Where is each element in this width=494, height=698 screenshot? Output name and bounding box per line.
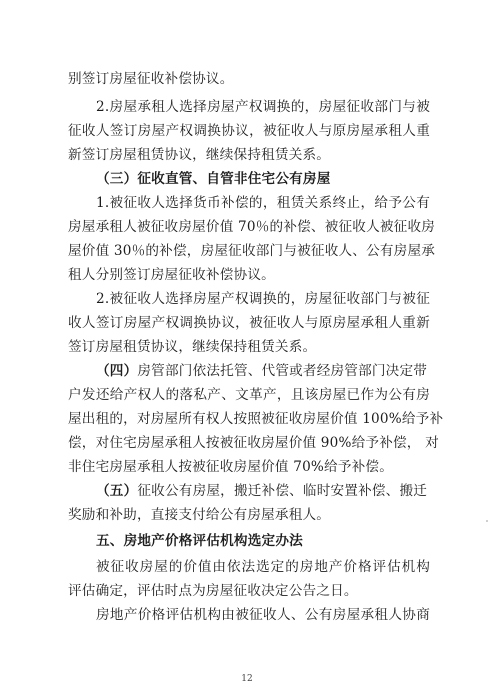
paragraph-line: 屋出租的，对房屋所有权人按照被征收房屋价值 100%给予补 <box>68 411 444 427</box>
chapter-heading: 五、房地产价格评估机构选定办法 <box>96 533 303 549</box>
paragraph-line: 被征收房屋的价值由依法选定的房地产价格评估机构 <box>96 559 430 575</box>
paragraph-line: 2.房屋承租人选择房屋产权调换的，房屋征收部门与被 <box>96 99 430 115</box>
paragraph-line: 别签订房屋征收补偿协议。 <box>68 71 234 87</box>
paragraph-line: 屋价值 30％的补偿，房屋征收部门与被征收人、公有房屋承 <box>68 243 436 259</box>
paragraph-line: 1.被征收人选择货币补偿的，租赁关系终止，给予公有 <box>96 195 430 211</box>
paragraph-line: 2.被征收人选择房屋产权调换的，房屋征收部门与被征 <box>96 291 430 307</box>
paragraph-line: 房屋承租人被征收房屋价值 70％的补偿、被征收人被征收房 <box>68 219 436 235</box>
paragraph-line: 新签订房屋租赁协议，继续保持租赁关系。 <box>68 147 331 163</box>
paragraph-line: 房地产价格评估机构由被征收人、公有房屋承租人协商 <box>96 607 430 623</box>
paragraph-line: 非住宅房屋承租人按被征收房屋价值 70%给予补偿。 <box>68 459 394 475</box>
paragraph-line: 征收人签订房屋产权调换协议，被征收人与原房屋承租人重 <box>68 123 430 139</box>
item-label: （五） <box>96 483 138 499</box>
scan-speck <box>486 520 488 522</box>
item-text: 征收公有房屋，搬迁补偿、临时安置补偿、搬迁 <box>137 483 428 499</box>
page-number: 12 <box>241 674 253 684</box>
item-text: 房管部门依法托管、代管或者经房管部门决定带 <box>137 363 428 379</box>
paragraph-line <box>96 362 430 380</box>
paragraph-line: 户发还给产权人的落私产、文革产，且该房屋已作为公有房 <box>68 387 430 403</box>
paragraph-line: 签订房屋租赁协议，继续保持租赁关系。 <box>68 339 317 355</box>
paragraph-line: 收人签订房屋产权调换协议，被征收人与原房屋承租人重新 <box>68 315 430 331</box>
section-heading: （三）征收直管、自管非住宅公有房屋 <box>96 171 331 187</box>
item-label: （四） <box>96 363 138 379</box>
paragraph-line <box>96 482 430 500</box>
paragraph-line: 评估确定，评估时点为房屋征收决定公告之日。 <box>68 583 358 599</box>
paragraph-line: 奖励和补助，直接支付给公有房屋承租人。 <box>68 507 331 523</box>
paragraph-line: 租人分别签订房屋征收补偿协议。 <box>68 267 275 283</box>
paragraph-line: 偿，对住宅房屋承租人按被征收房屋价值 90%给予补偿， 对 <box>68 435 439 451</box>
